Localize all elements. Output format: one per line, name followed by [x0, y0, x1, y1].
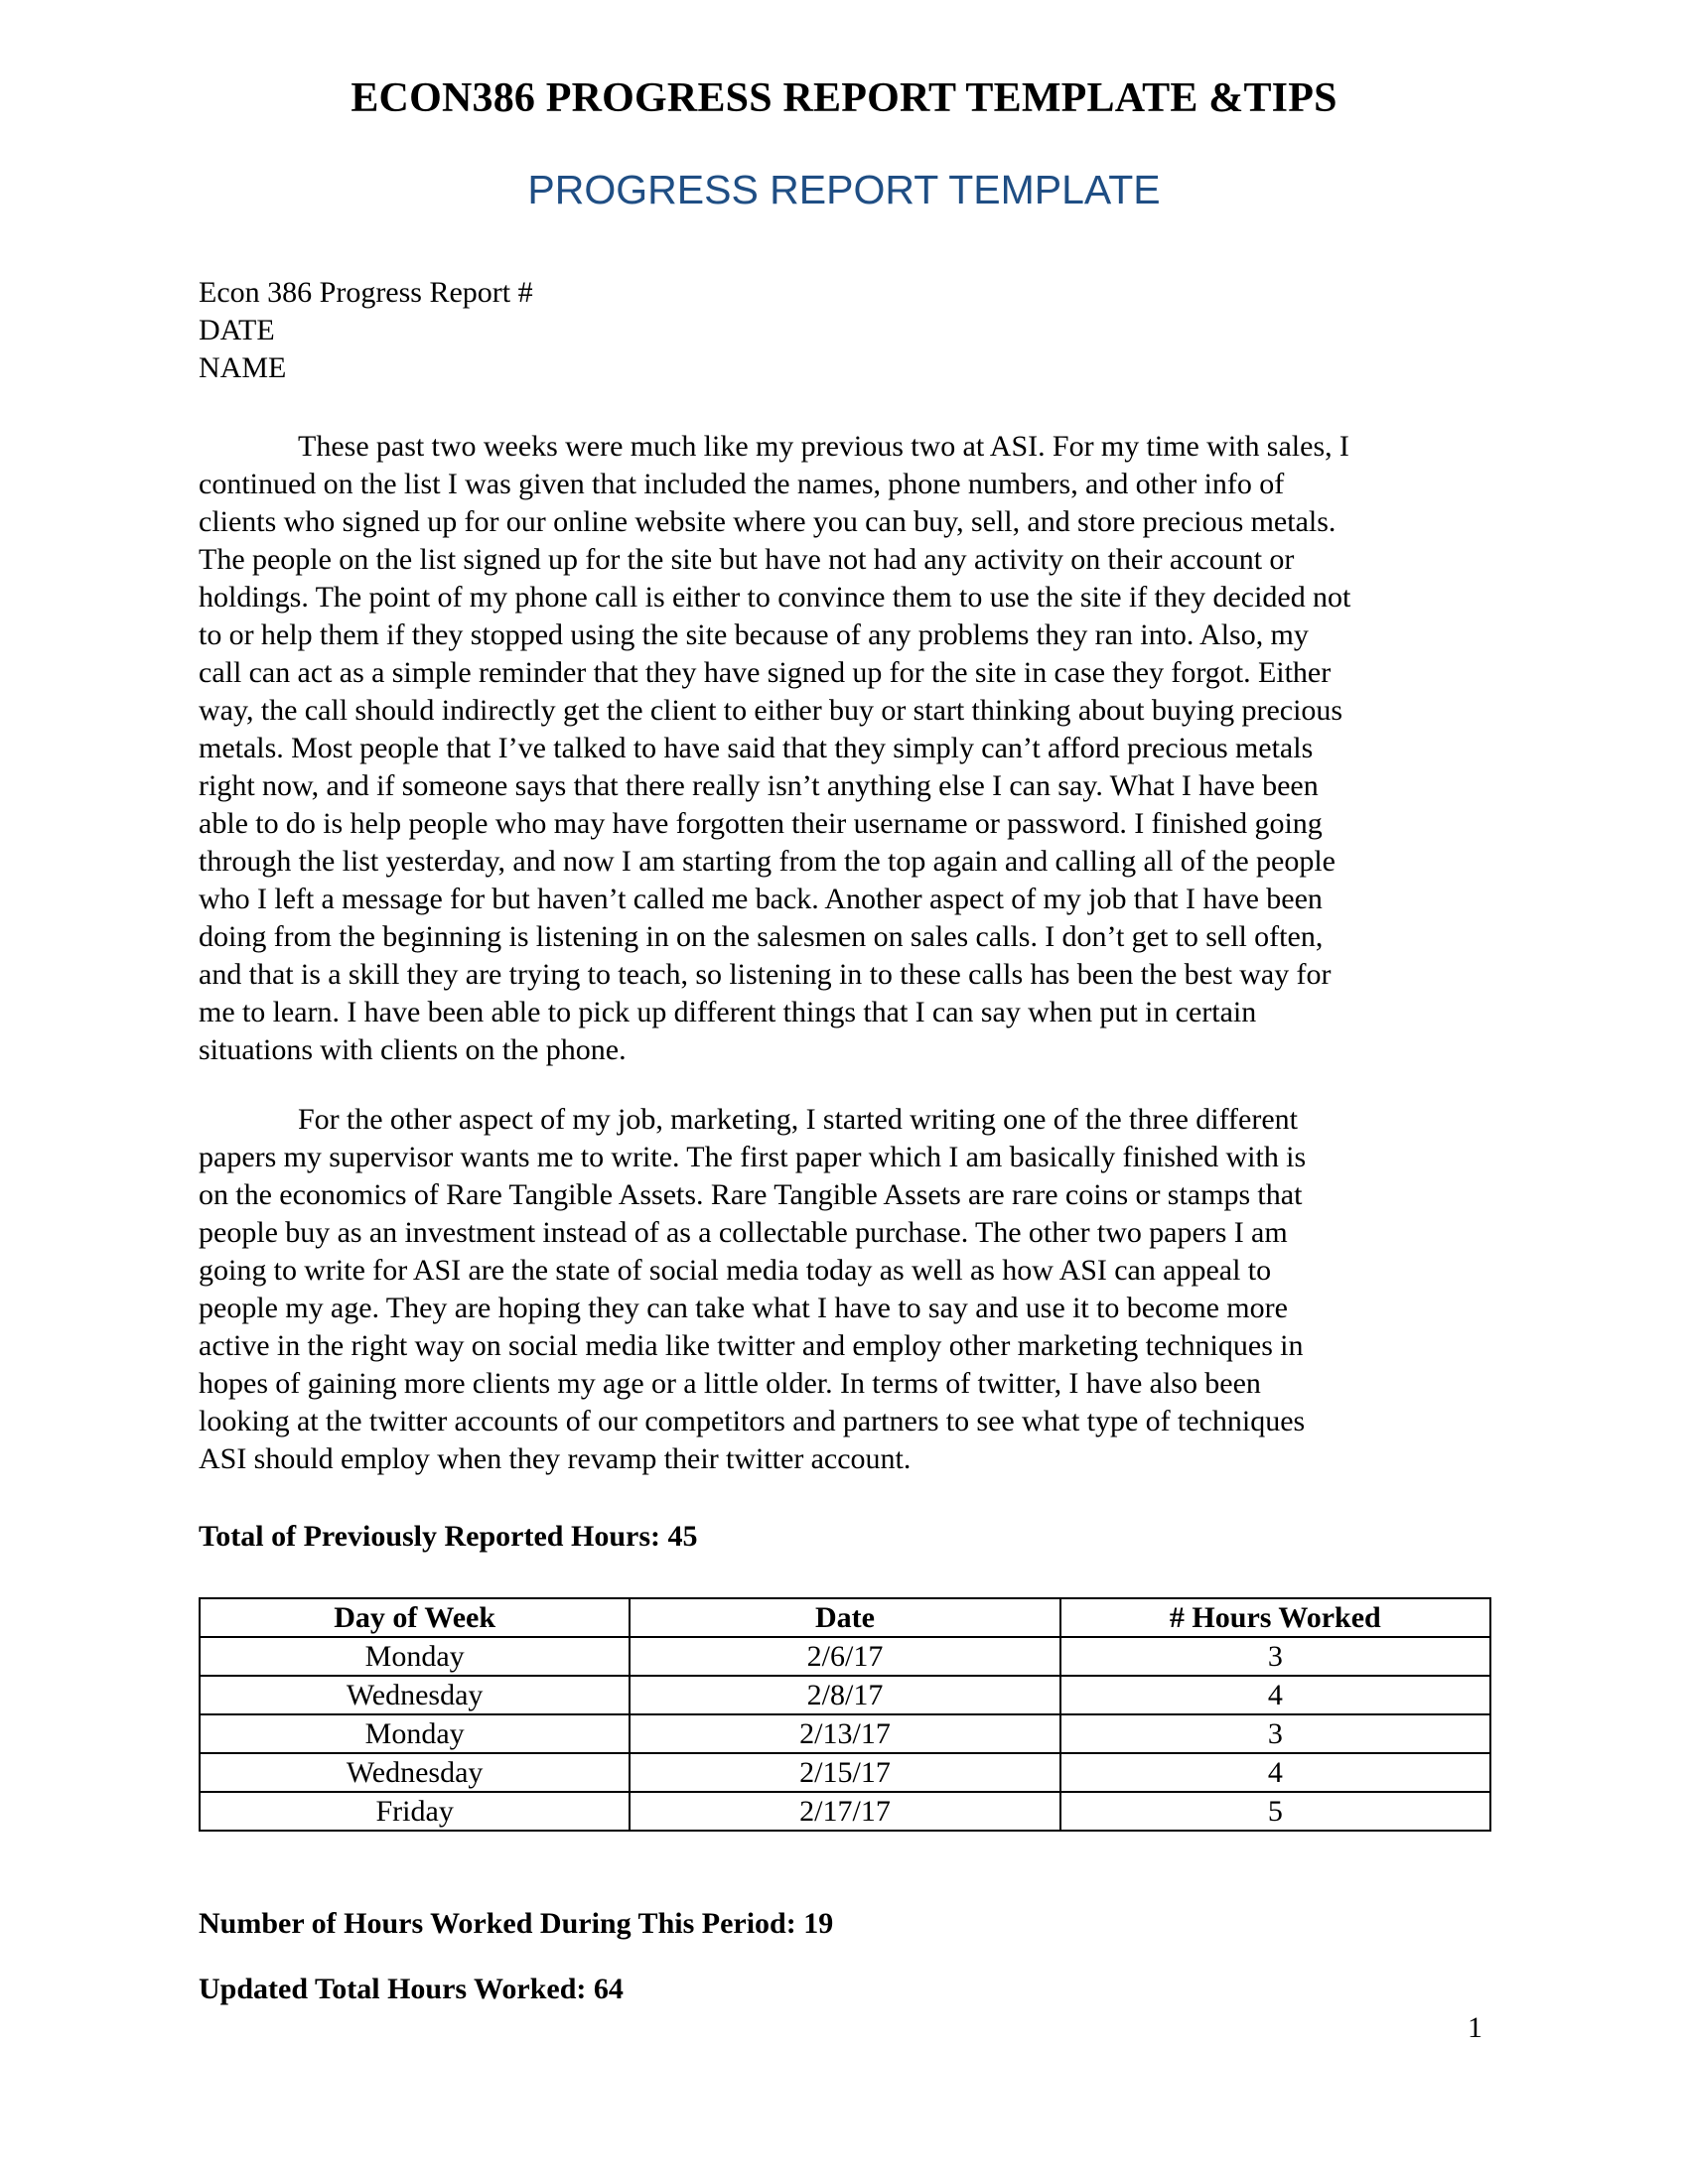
- paragraph-line: metals. Most people that I’ve talked to have said that they simply can’t afford precious metals: [199, 732, 1314, 764]
- paragraph-line: For the other aspect of my job, marketing, I started writing one of the three different: [298, 1103, 1298, 1136]
- period-hours-total: Number of Hours Worked During This Period: 19: [199, 1907, 834, 1940]
- table-header-row: [200, 1598, 1490, 1637]
- paragraph-line: way, the call should indirectly get the client to either buy or start thinking about buying precious: [199, 694, 1343, 727]
- cell-day: Friday: [200, 1792, 630, 1831]
- updated-hours-total: Updated Total Hours Worked: 64: [199, 1973, 624, 2005]
- name-label: NAME: [199, 351, 287, 384]
- paragraph-marketing: [199, 1101, 1489, 1478]
- report-header: [199, 274, 533, 387]
- paragraph-line: ASI should employ when they revamp their twitter account.: [199, 1442, 912, 1475]
- cell-date: 2/17/17: [630, 1792, 1059, 1831]
- table-row: [200, 1792, 1490, 1831]
- column-header-day: Day of Week: [200, 1598, 630, 1637]
- table-row: [200, 1753, 1490, 1792]
- paragraph-line: continued on the list I was given that included the names, phone numbers, and other info of: [199, 468, 1285, 500]
- cell-date: 2/6/17: [630, 1637, 1059, 1676]
- paragraph-line: able to do is help people who may have forgotten their username or password. I finished going: [199, 807, 1323, 840]
- paragraph-line: who I left a message for but haven’t called me back. Another aspect of my job that I have been: [199, 883, 1323, 915]
- paragraph-line: me to learn. I have been able to pick up different things that I can say when put in certain: [199, 996, 1257, 1028]
- paragraph-line: to or help them if they stopped using the site because of any problems they ran into. Also, my: [199, 618, 1309, 651]
- cell-hours: 5: [1060, 1792, 1490, 1831]
- paragraph-line: situations with clients on the phone.: [199, 1033, 627, 1066]
- paragraph-line: right now, and if someone says that there really isn’t anything else I can say. What I have been: [199, 769, 1319, 802]
- hours-table: [199, 1597, 1491, 1832]
- paragraph-line: call can act as a simple reminder that they have signed up for the site in case they forgot. Either: [199, 656, 1332, 689]
- cell-date: 2/13/17: [630, 1714, 1059, 1753]
- paragraph-line: people my age. They are hoping they can take what I have to say and use it to become more: [199, 1292, 1288, 1324]
- paragraph-line: The people on the list signed up for the site but have not had any activity on their account or: [199, 543, 1295, 576]
- column-header-date: Date: [630, 1598, 1059, 1637]
- page-number: 1: [1468, 2011, 1482, 2044]
- paragraph-line: looking at the twitter accounts of our competitors and partners to see what type of techniques: [199, 1405, 1306, 1437]
- date-label: DATE: [199, 314, 275, 346]
- paragraph-line: and that is a skill they are trying to teach, so listening in to these calls has been the best way for: [199, 958, 1332, 991]
- report-number-label: Econ 386 Progress Report #: [199, 276, 533, 309]
- paragraph-line: hopes of gaining more clients my age or a little older. In terms of twitter, I have also been: [199, 1367, 1261, 1400]
- paragraph-line: on the economics of Rare Tangible Assets. Rare Tangible Assets are rare coins or stamps that: [199, 1178, 1303, 1211]
- paragraph-sales: [199, 428, 1489, 1069]
- cell-day: Wednesday: [200, 1676, 630, 1714]
- cell-hours: 4: [1060, 1753, 1490, 1792]
- cell-day: Wednesday: [200, 1753, 630, 1792]
- cell-hours: 3: [1060, 1637, 1490, 1676]
- paragraph-line: people buy as an investment instead of as a collectable purchase. The other two papers I am: [199, 1216, 1288, 1249]
- cell-day: Monday: [200, 1637, 630, 1676]
- cell-date: 2/15/17: [630, 1753, 1059, 1792]
- page-title: ECON386 PROGRESS REPORT TEMPLATE &TIPS: [351, 75, 1337, 121]
- paragraph-line: going to write for ASI are the state of social media today as well as how ASI can appeal to: [199, 1254, 1272, 1287]
- cell-day: Monday: [200, 1714, 630, 1753]
- previous-hours-total: Total of Previously Reported Hours: 45: [199, 1520, 698, 1553]
- table-row: [200, 1676, 1490, 1714]
- paragraph-line: through the list yesterday, and now I am starting from the top again and calling all of the people: [199, 845, 1336, 878]
- paragraph-line: clients who signed up for our online website where you can buy, sell, and store precious metals.: [199, 505, 1336, 538]
- cell-hours: 3: [1060, 1714, 1490, 1753]
- page-subtitle: PROGRESS REPORT TEMPLATE: [527, 167, 1161, 212]
- paragraph-line: active in the right way on social media like twitter and employ other marketing techniques in: [199, 1329, 1304, 1362]
- paragraph-line: doing from the beginning is listening in on the salesmen on sales calls. I don’t get to sell often,: [199, 920, 1324, 953]
- paragraph-line: These past two weeks were much like my previous two at ASI. For my time with sales, I: [298, 430, 1349, 463]
- table-row: [200, 1637, 1490, 1676]
- cell-date: 2/8/17: [630, 1676, 1059, 1714]
- paragraph-line: papers my supervisor wants me to write. The first paper which I am basically finished with is: [199, 1141, 1307, 1173]
- table-row: [200, 1714, 1490, 1753]
- cell-hours: 4: [1060, 1676, 1490, 1714]
- column-header-hours: # Hours Worked: [1060, 1598, 1490, 1637]
- paragraph-line: holdings. The point of my phone call is either to convince them to use the site if they decided not: [199, 581, 1351, 614]
